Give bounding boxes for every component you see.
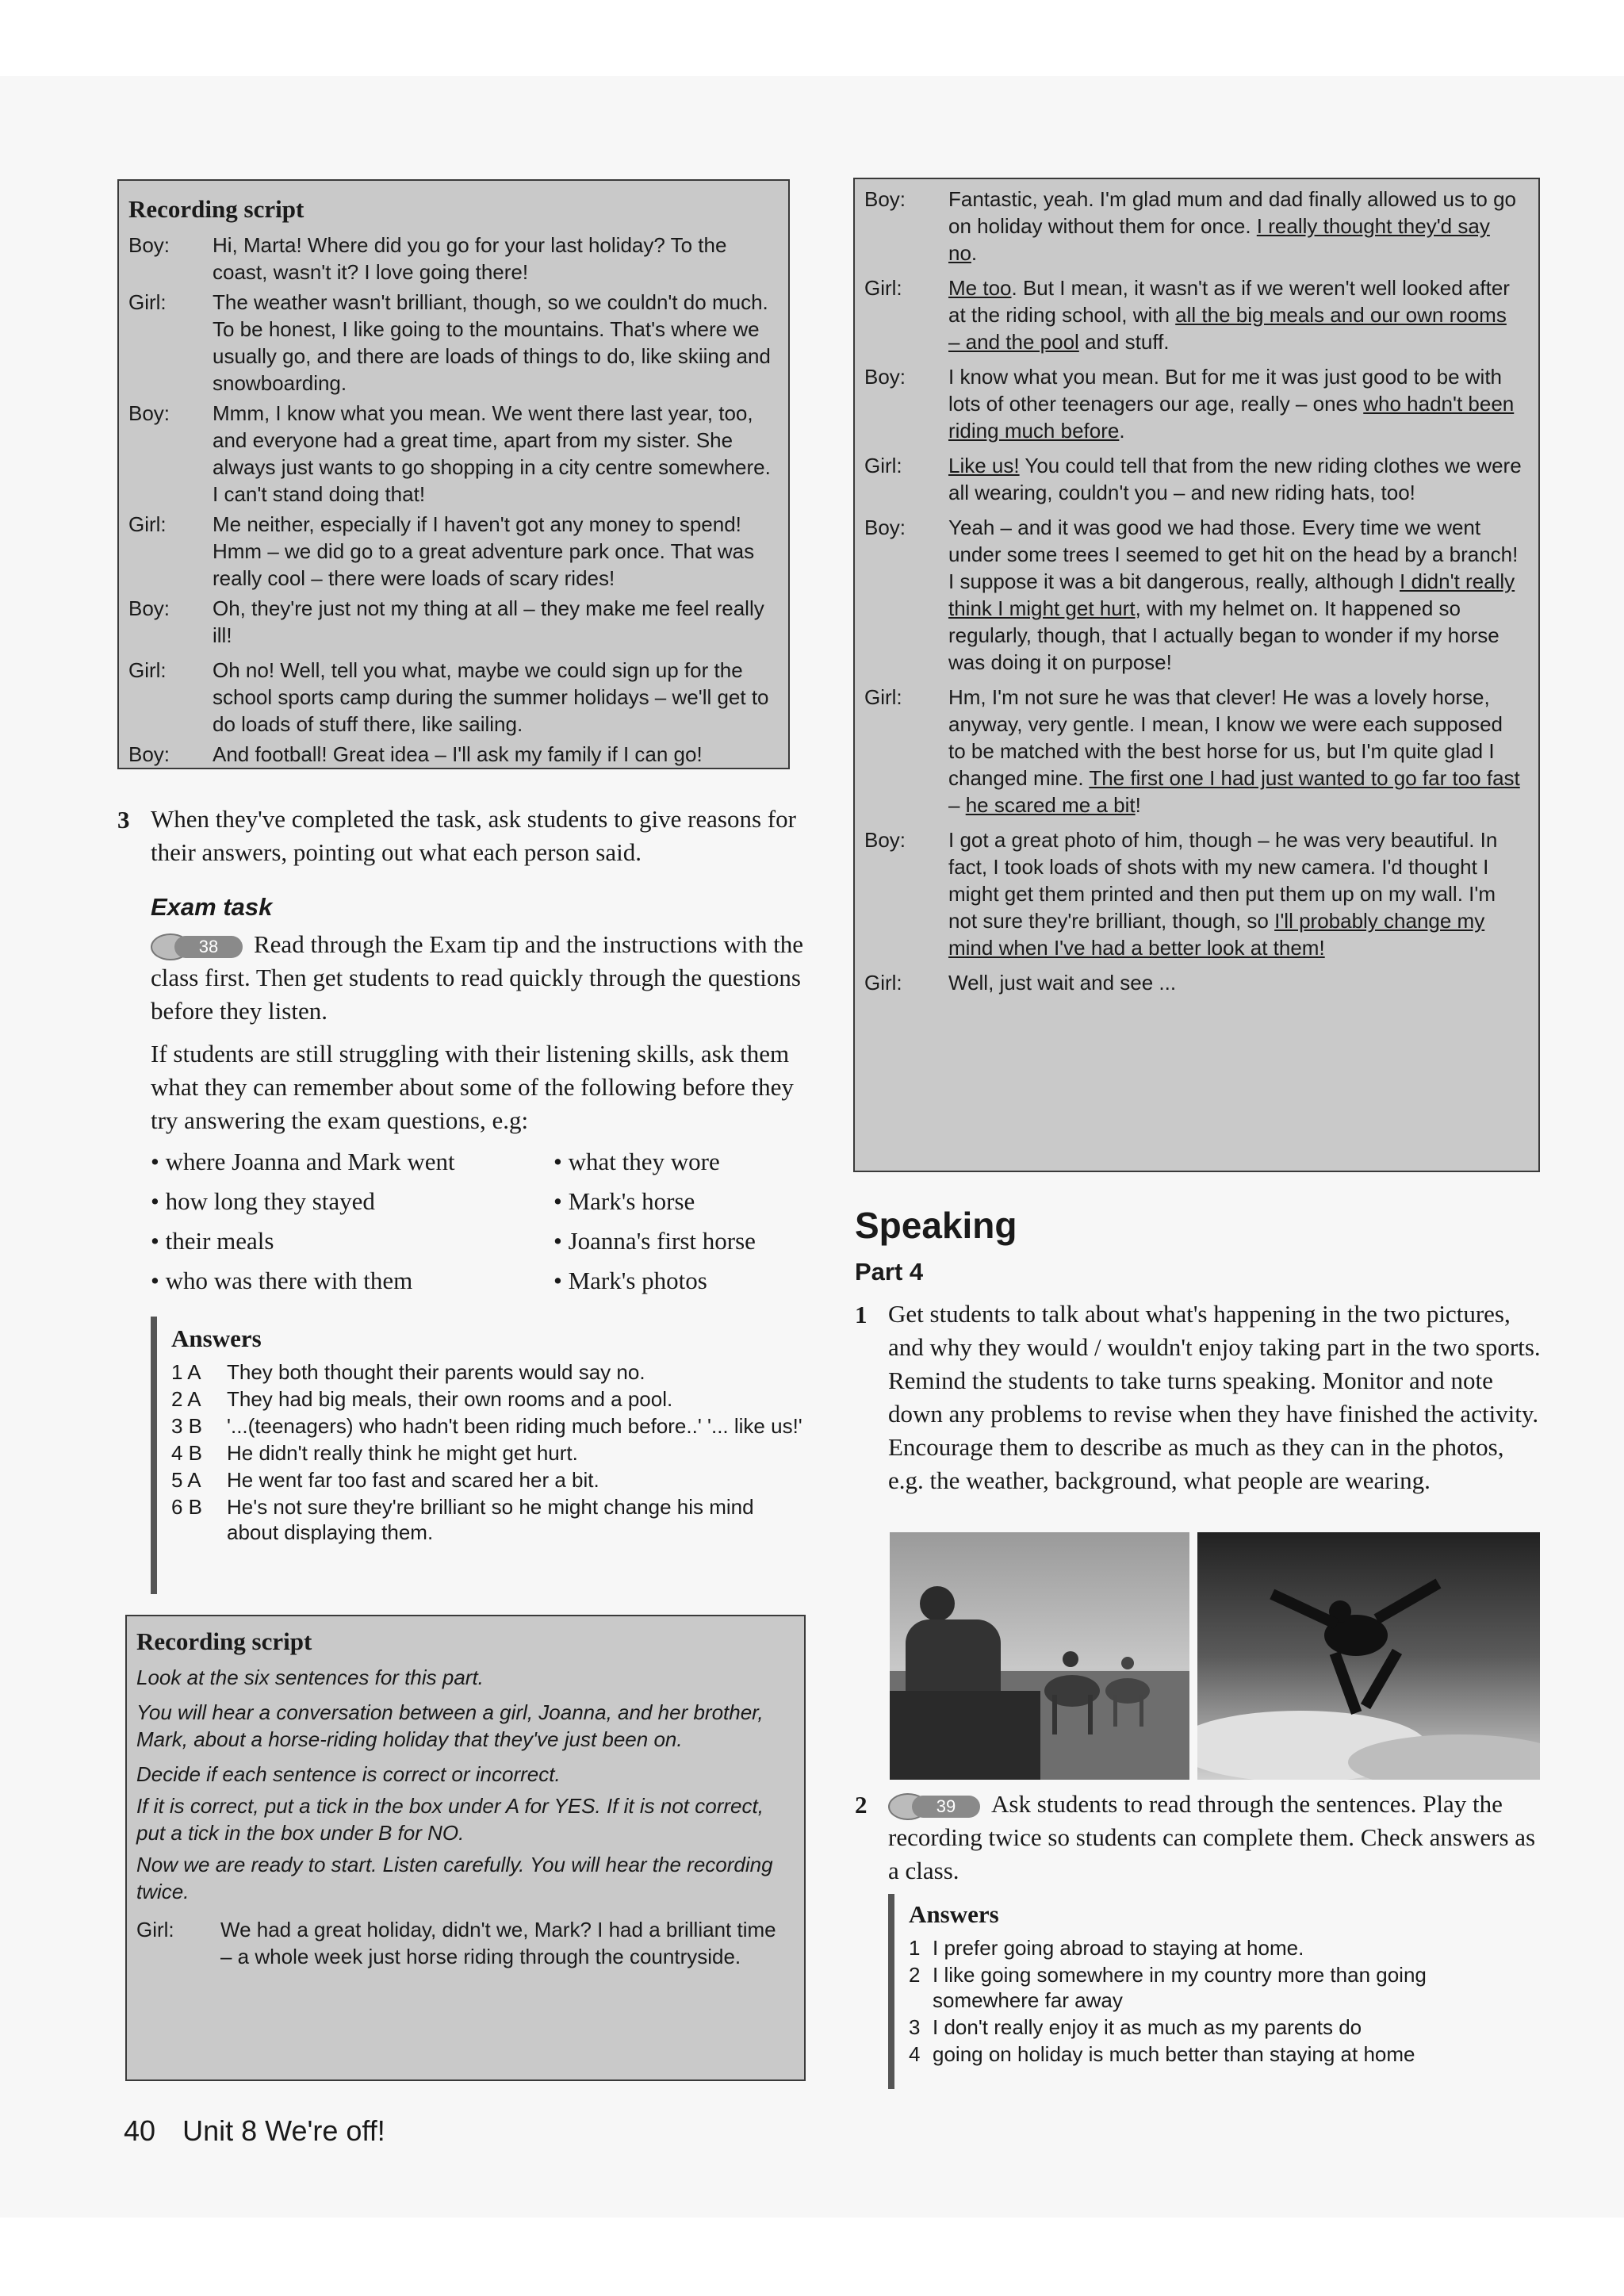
script-line: Boy: And football! Great idea – I'll ask my family if I can go! bbox=[128, 742, 703, 766]
answer-item: 5 A He went far too fast and scared her a bit. bbox=[171, 1468, 599, 1492]
bullet-item: • their meals bbox=[151, 1227, 274, 1255]
bullet-item: • how long they stayed bbox=[151, 1187, 375, 1215]
bullet-item: • where Joanna and Mark went bbox=[151, 1148, 455, 1175]
script-intro-line: Now we are ready to start. Listen carefully. You will hear the recording twice. bbox=[136, 1853, 773, 1903]
script-line: Girl: The weather wasn't brilliant, though, so we couldn't do much. To be honest, I like going to the mountains. That's where we usually go, and there are loads of things to do, like skiing and snowboarding. bbox=[128, 290, 771, 395]
audio-cd-icon: 38 bbox=[151, 933, 244, 960]
recording-script-box-2 bbox=[125, 1615, 806, 2081]
answers-title: Answers bbox=[909, 1900, 999, 1928]
recording-script-box-1 bbox=[117, 179, 790, 769]
script-line: Boy: Hi, Marta! Where did you go for your last holiday? To the coast, wasn't it? I love going there! bbox=[128, 233, 727, 284]
exam-task-struggling-text: If students are still struggling with their listening skills, ask them what they can remember about some of the following before they try answering the exam questions, e.g: bbox=[151, 1040, 794, 1134]
bullet-item: • Joanna's first horse bbox=[553, 1227, 756, 1255]
bullet-item: • Mark's photos bbox=[553, 1267, 707, 1294]
script-line: Girl: Like us! You could tell that from the new riding clothes we were all wearing, couldn't you – and new riding hats, too! bbox=[864, 454, 1522, 504]
speaking-step-2-text: 39 Ask students to read through the sentences. Play the recording twice so students can complete them. Check answers as a class. bbox=[888, 1790, 1536, 1884]
speaking-step-1-number: 1 bbox=[855, 1301, 868, 1328]
bullet-item: • who was there with them bbox=[151, 1267, 413, 1294]
speaking-step-2-number: 2 bbox=[855, 1791, 868, 1819]
script-line: Boy: Oh, they're just not my thing at all – they make me feel really ill! bbox=[128, 596, 764, 647]
step-3-text: When they've completed the task, ask students to give reasons for their answers, pointing out what each person said. bbox=[151, 805, 796, 866]
answer-item: 4 B He didn't really think he might get hurt. bbox=[171, 1441, 578, 1465]
answer-item: 2 A They had big meals, their own rooms and a pool. bbox=[171, 1387, 673, 1411]
page-top-margin bbox=[0, 0, 1624, 76]
bullet-item: • Mark's horse bbox=[553, 1187, 695, 1215]
recording-script-title: Recording script bbox=[128, 195, 304, 223]
speaking-step-1-text: Get students to talk about what's happening in the two pictures, and why they would / wouldn't enjoy taking part in the two sports. Remind the students to take turns speaking. Monitor and note down any problems to revise when they have finished the activity. Encourage them to describe as much as they can in the photos, e.g. the weather, background, what people are wearing. bbox=[888, 1300, 1541, 1494]
part-4-heading: Part 4 bbox=[855, 1258, 924, 1286]
unit-title: Unit 8 We're off! bbox=[182, 2114, 385, 2147]
answer-item: 1 I prefer going abroad to staying at home. bbox=[909, 1936, 1304, 1960]
script-line: Boy: I got a great photo of him, though – he was very beautiful. In fact, I took loads of shots with my new camera. I'd thought I might get them printed and then put them up on my wall. I'm not sure they're brilliant, though, so I'll probably change my mind when I've had a better look at them! bbox=[864, 828, 1498, 960]
script-intro-line: If it is correct, put a tick in the box under A for YES. If it is not correct, put a tick in the box under B for NO. bbox=[136, 1794, 764, 1845]
page-number: 40 bbox=[124, 2114, 156, 2147]
script-intro-line: You will hear a conversation between a girl, Joanna, and her brother, Mark, about a horse-riding holiday that they've just been on. bbox=[136, 1700, 764, 1751]
answers-box-1 bbox=[151, 1317, 809, 1594]
script-line: Girl: Me neither, especially if I haven't got any money to spend! Hmm – we did go to a great adventure park once. That was really cool – there were loads of scary rides! bbox=[128, 512, 755, 590]
exam-task-instructions: 38 Read through the Exam tip and the instructions with the class first. Then get students to read quickly through the questions before they listen. bbox=[151, 930, 804, 1025]
answer-item: 3 I don't really enjoy it as much as my parents do bbox=[909, 2015, 1362, 2039]
bullet-item: • what they wore bbox=[553, 1148, 720, 1175]
exam-task-heading: Exam task bbox=[151, 893, 273, 921]
script-line: Girl: Me too. But I mean, it wasn't as if we weren't well looked after at the riding school, with all the big meals and our own rooms – and the pool and stuff. bbox=[864, 276, 1510, 354]
speaking-heading: Speaking bbox=[855, 1205, 1017, 1246]
script-intro-line: Look at the six sentences for this part. bbox=[136, 1665, 484, 1689]
answer-item: 1 A They both thought their parents would say no. bbox=[171, 1360, 645, 1384]
page-bottom-margin bbox=[0, 2217, 1624, 2296]
answers-box-2 bbox=[888, 1894, 1491, 2089]
recording-script-title: Recording script bbox=[136, 1627, 312, 1655]
answers-title: Answers bbox=[171, 1324, 262, 1352]
script-line: Girl: Well, just wait and see ... bbox=[864, 971, 1177, 995]
script-line: Boy: Mmm, I know what you mean. We went there last year, too, and everyone had a great time, apart from my sister. She always just wants to go shopping in a city centre somewhere. I can't stand doing that! bbox=[128, 401, 771, 506]
answer-item: 2 I like going somewhere in my country more than going somewhere far away bbox=[909, 1963, 1427, 2012]
script-line: Girl: We had a great holiday, didn't we, Mark? I had a brilliant time – a whole week just horse riding through the countryside. bbox=[136, 1918, 776, 1968]
recording-script-box-3 bbox=[853, 178, 1540, 1172]
script-line: Boy: Fantastic, yeah. I'm glad mum and dad finally allowed us to go on holiday without them for once. I really thought they'd say no. bbox=[864, 187, 1517, 265]
bullet-list-right bbox=[553, 1142, 839, 1301]
script-intro-line: Decide if each sentence is correct or incorrect. bbox=[136, 1762, 561, 1786]
script-line: Boy: Yeah – and it was good we had those. Every time we went under some trees I seemed to get hit on the head by a branch! I suppose it was a bit dangerous, really, although I didn't really think I might get hurt, with my helmet on. It happened so regularly, though, that I actually began to wonder if my horse was doing it on purpose! bbox=[864, 516, 1519, 674]
answer-item: 3 B '...(teenagers) who hadn't been riding much before..' '... like us!' bbox=[171, 1414, 802, 1438]
script-line: Boy: I know what you mean. But for me it was just good to be with lots of other teenagers our age, really – ones who hadn't been riding much before. bbox=[864, 365, 1515, 443]
script-line: Girl: Hm, I'm not sure he was that clever! He was a lovely horse, anyway, very gentle. I mean, I know we were each supposed to be matched with the best horse for us, but I'm quite glad I changed mine. The first one I had just wanted to go far too fast – he scared me a bit! bbox=[864, 685, 1520, 817]
answer-item: 6 B He's not sure they're brilliant so he might change his mind about displaying them. bbox=[171, 1495, 754, 1544]
camel-ride-photo bbox=[890, 1532, 1189, 1780]
audio-cd-icon: 39 bbox=[888, 1793, 982, 1820]
skydiving-photo bbox=[1197, 1532, 1540, 1780]
step-3-number: 3 bbox=[117, 806, 130, 834]
bullet-list-left bbox=[151, 1142, 547, 1301]
answer-item: 4 going on holiday is much better than staying at home bbox=[909, 2042, 1415, 2066]
page-footer bbox=[124, 2114, 385, 2148]
script-line: Girl: Oh no! Well, tell you what, maybe we could sign up for the school sports camp during the summer holidays – we'll get to do loads of stuff there, like sailing. bbox=[128, 658, 769, 736]
